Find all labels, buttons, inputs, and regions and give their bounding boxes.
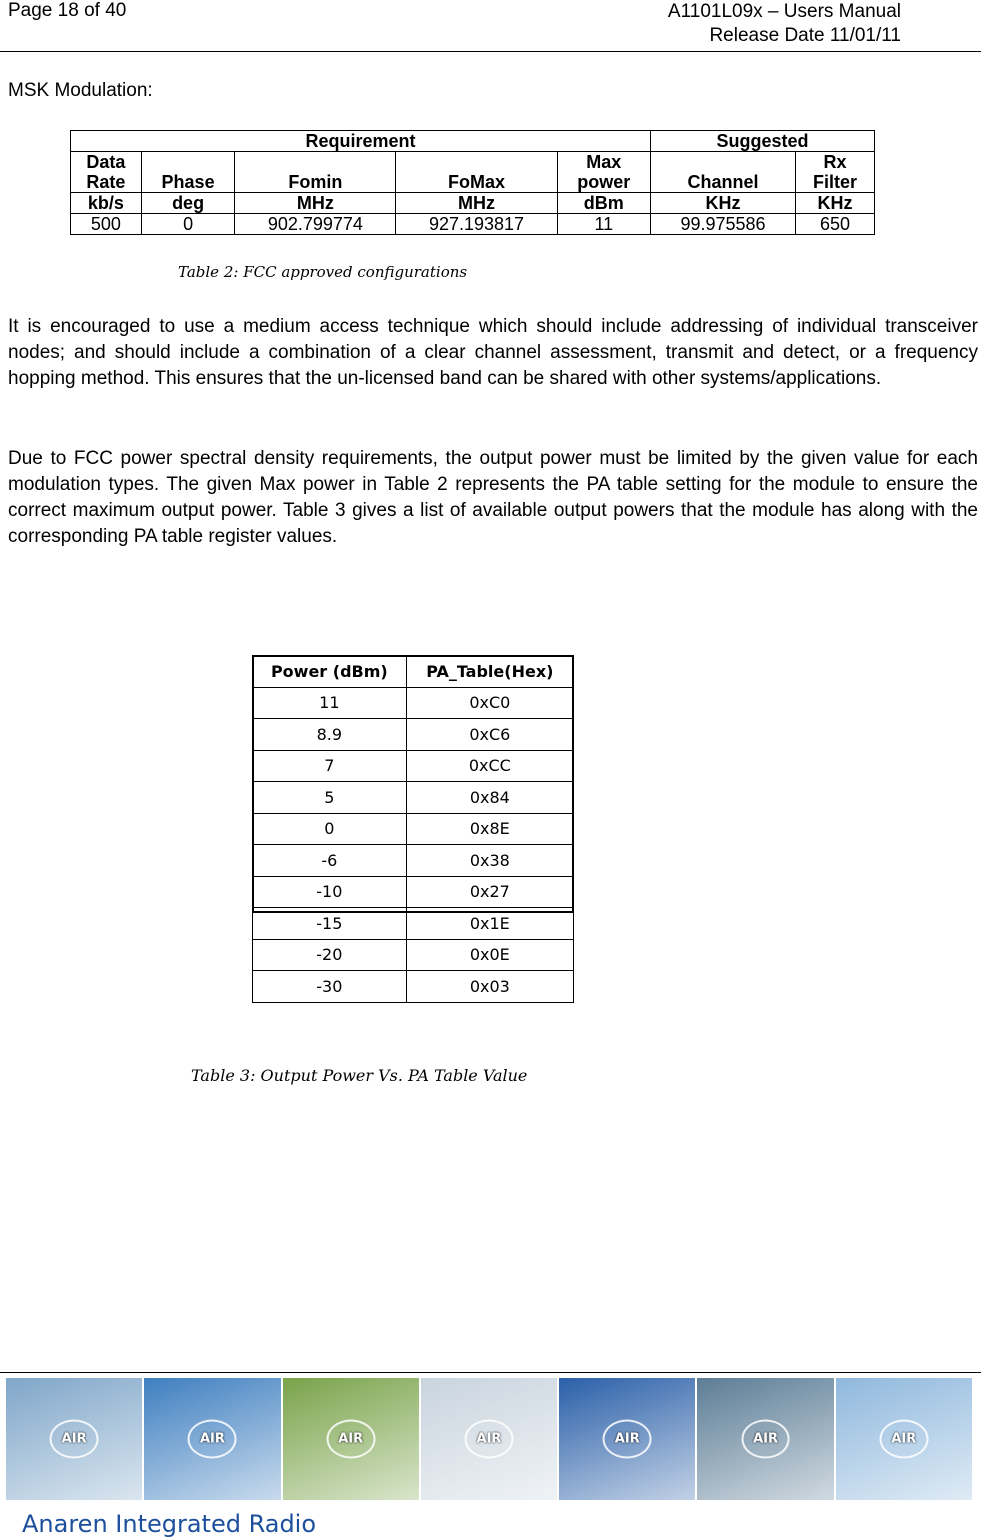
page-number: Page 18 of 40 — [8, 0, 127, 21]
col-pa-table: PA_Table(Hex) — [406, 656, 573, 688]
table3-caption: Table 3: Output Power Vs. PA Table Value — [191, 1066, 528, 1085]
value-cell: 500 — [71, 214, 142, 235]
col-channel: Channel — [651, 152, 796, 193]
footer-divider — [0, 1372, 981, 1373]
banner-tile — [6, 1378, 142, 1500]
manual-title: A1101L09x – Users Manual — [667, 1, 901, 22]
table-row: -10 0x27 — [253, 876, 574, 908]
air-logo-icon: AIR — [338, 1431, 364, 1447]
table-row: -20 0x0E — [253, 939, 574, 971]
fcc-config-table — [70, 130, 875, 235]
air-logo-icon: AIR — [891, 1431, 917, 1447]
footer-banner — [6, 1378, 972, 1500]
units-row — [71, 193, 875, 214]
col-power: Power (dBm) — [253, 656, 407, 688]
value-cell: 11 — [557, 214, 650, 235]
col-rx-filter: Rx Filter — [796, 152, 875, 193]
section-title: MSK Modulation: — [8, 80, 153, 101]
banner-tile — [836, 1378, 972, 1500]
unit-cell: KHz — [651, 193, 796, 214]
document-header — [668, 0, 901, 48]
value-cell: 927.193817 — [396, 214, 557, 235]
air-logo-icon: AIR — [61, 1431, 87, 1447]
value-cell: 650 — [796, 214, 875, 235]
col-fomax: FoMax — [396, 152, 557, 193]
paragraph-mac: It is encouraged to use a medium access technique which should include addressing of individual transceiver nodes; and should include a combination of a clear channel assessment, transmit and detect, or a frequency hopping method. This ensures that the un-licensed band can be shared with other systems/applications. — [8, 316, 978, 389]
table-row: 5 0x84 — [253, 782, 574, 814]
unit-cell: MHz — [396, 193, 557, 214]
group-requirement: Requirement — [71, 131, 651, 152]
unit-cell: kb/s — [71, 193, 142, 214]
table-row: 8.9 0xC6 — [253, 719, 574, 751]
unit-cell: dBm — [557, 193, 650, 214]
col-phase: Phase — [141, 152, 234, 193]
header-divider — [0, 51, 981, 52]
unit-cell: deg — [141, 193, 234, 214]
air-logo-icon: AIR — [753, 1431, 779, 1447]
air-logo-icon: AIR — [476, 1431, 502, 1447]
banner-tile — [421, 1378, 557, 1500]
value-cell: 99.975586 — [651, 214, 796, 235]
paragraph-fcc-power: Due to FCC power spectral density requirements, the output power must be limited by the given value for each modulation types. The given Max power in Table 2 represents the PA table setting for the module to ensure the correct maximum output power. Table 3 gives a list of available output powers that the module has along with the corresponding PA table register values. — [8, 448, 978, 547]
unit-cell: KHz — [796, 193, 875, 214]
air-logo-icon: AIR — [199, 1431, 225, 1447]
col-fomin: Fomin — [235, 152, 396, 193]
table-row: 0 0x8E — [253, 813, 574, 845]
table-row: 7 0xCC — [253, 750, 574, 782]
group-suggested: Suggested — [651, 131, 875, 152]
col-data-rate: Data Rate — [71, 152, 142, 193]
table-row: 11 0xC0 — [253, 687, 574, 719]
table-row: -15 0x1E — [253, 908, 574, 940]
brand-name: Anaren Integrated Radio — [22, 1510, 317, 1538]
value-cell: 902.799774 — [235, 214, 396, 235]
unit-cell: MHz — [235, 193, 396, 214]
banner-tile — [144, 1378, 280, 1500]
table2-caption: Table 2: FCC approved configurations — [178, 263, 468, 281]
table-row — [71, 214, 875, 235]
value-cell: 0 — [141, 214, 234, 235]
banner-tile — [283, 1378, 419, 1500]
pa-table — [252, 655, 574, 1003]
table-row: -6 0x38 — [253, 845, 574, 877]
release-date: Release Date 11/01/11 — [709, 25, 901, 46]
air-logo-icon: AIR — [614, 1431, 640, 1447]
col-max-power: Max power — [557, 152, 650, 193]
banner-tile — [559, 1378, 695, 1500]
banner-tile — [697, 1378, 833, 1500]
table-row: -30 0x03 — [253, 971, 574, 1003]
